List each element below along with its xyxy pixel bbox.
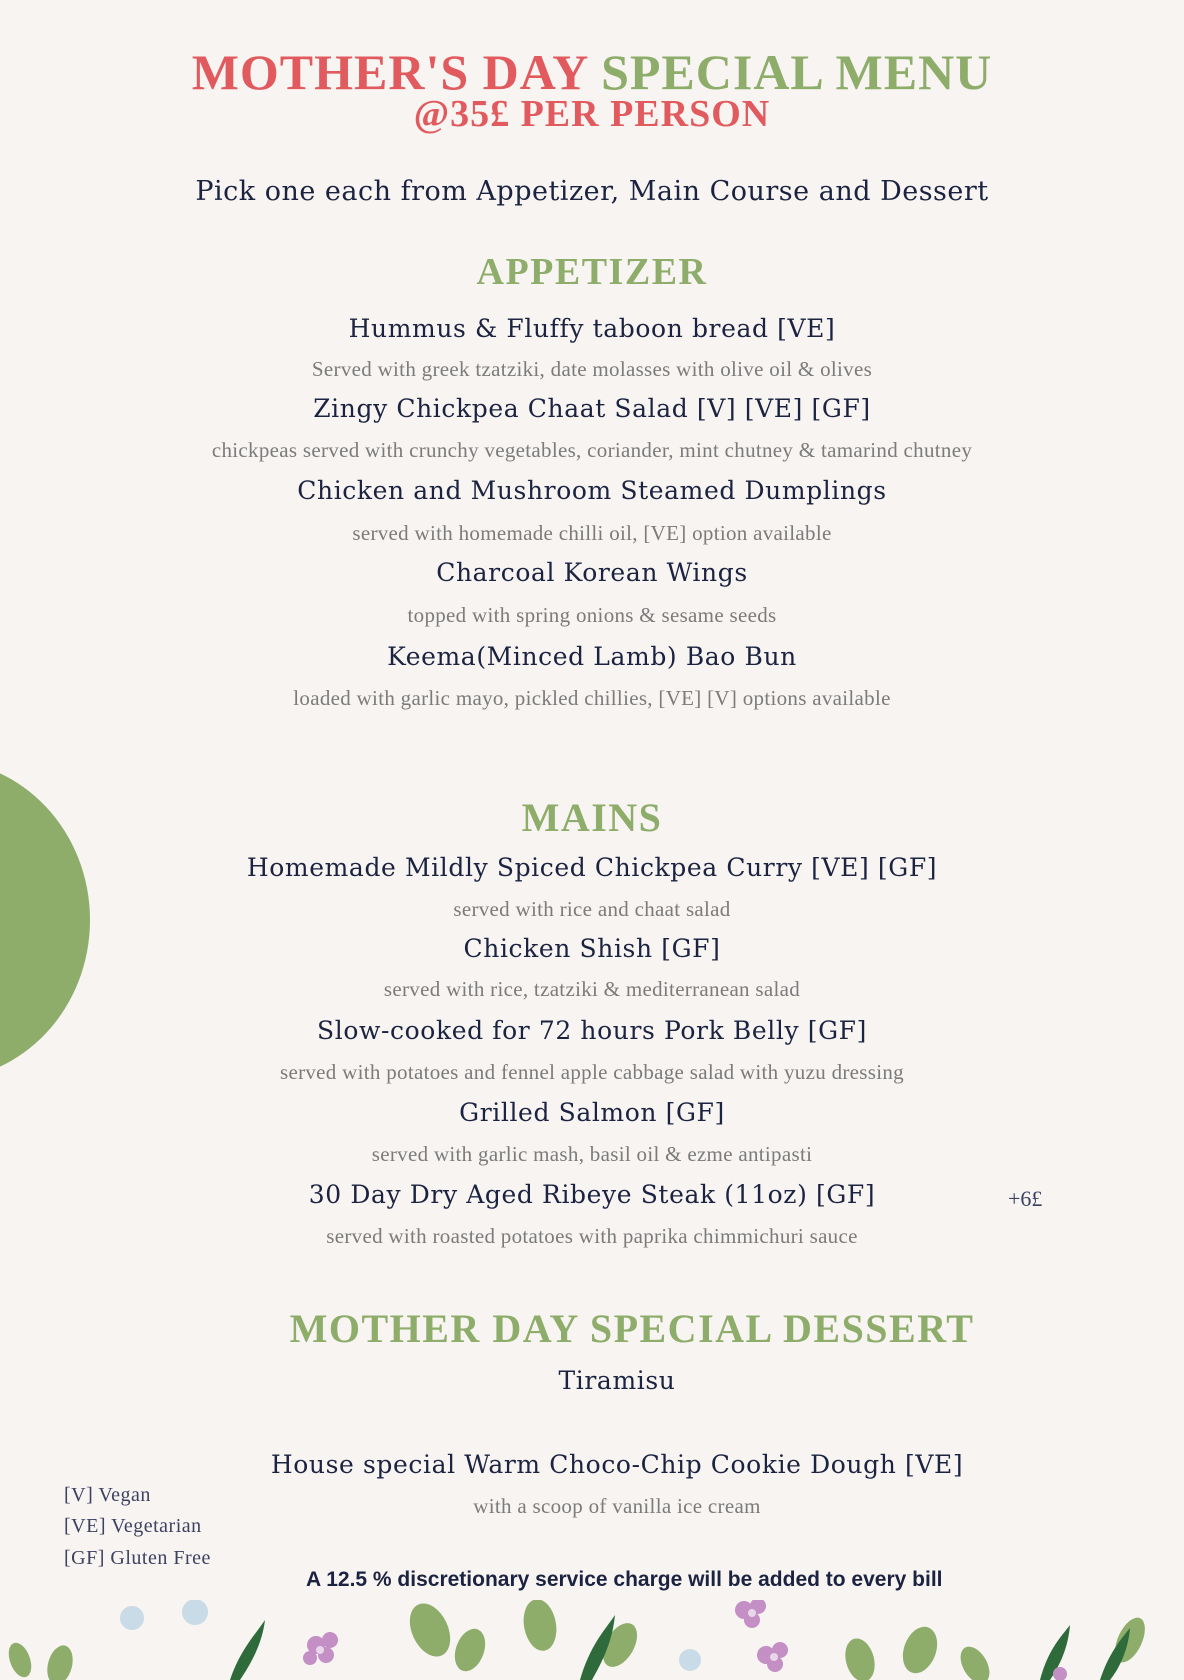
menu-title-green: SPECIAL MENU xyxy=(601,44,993,100)
mains-item-name: Homemade Mildly Spiced Chickpea Curry [VE] [GF] xyxy=(246,853,938,882)
dessert-item-name: House special Warm Choco-Chip Cookie Dough [VE] xyxy=(270,1450,964,1479)
service-charge-note: A 12.5 % discretionary service charge will be added to every bill xyxy=(306,1568,943,1591)
mains-item-desc: served with potatoes and fennel apple cabbage salad with yuzu dressing xyxy=(280,1060,904,1084)
mains-item-name: Grilled Salmon [GF] xyxy=(459,1098,725,1127)
mains-heading: MAINS xyxy=(521,795,663,840)
mains-item-name: Chicken Shish [GF] xyxy=(463,934,721,963)
menu-instructions: Pick one each from Appetizer, Main Course and Dessert xyxy=(195,176,989,207)
legend-vegetarian: [VE] Vegetarian xyxy=(64,1515,202,1537)
mains-item-name: 30 Day Dry Aged Ribeye Steak (11oz) [GF] xyxy=(308,1180,876,1209)
legend-gluten-free: [GF] Gluten Free xyxy=(64,1547,211,1569)
appetizer-item-desc: Served with greek tzatziki, date molasses with olive oil & olives xyxy=(311,357,873,381)
appetizer-item-name: Keema(Minced Lamb) Bao Bun xyxy=(387,642,797,671)
appetizer-item-name: Zingy Chickpea Chaat Salad [V] [VE] [GF] xyxy=(313,394,871,423)
dessert-heading: MOTHER DAY SPECIAL DESSERT xyxy=(289,1306,975,1351)
price-supplement: +6£ xyxy=(1008,1186,1043,1211)
dessert-item-name: Tiramisu xyxy=(558,1366,676,1395)
appetizer-item-desc: chickpeas served with crunchy vegetables, coriander, mint chutney & tamarind chutney xyxy=(211,438,973,462)
mains-item-desc: served with roasted potatoes with paprika chimmichuri sauce xyxy=(326,1224,858,1248)
legend-vegan: [V] Vegan xyxy=(64,1484,151,1506)
appetizer-item-desc: loaded with garlic mayo, pickled chillies, [VE] [V] options available xyxy=(293,686,891,710)
appetizer-item-name: Charcoal Korean Wings xyxy=(436,558,748,587)
appetizer-item-name: Hummus & Fluffy taboon bread [VE] xyxy=(348,314,836,343)
mains-item-name: Slow-cooked for 72 hours Pork Belly [GF] xyxy=(317,1016,867,1045)
appetizer-heading: APPETIZER xyxy=(476,251,708,293)
mains-item-desc: served with rice and chaat salad xyxy=(453,897,731,921)
floral-border-decoration xyxy=(0,1600,1184,1680)
dessert-item-desc: with a scoop of vanilla ice cream xyxy=(473,1494,761,1518)
appetizer-item-desc: topped with spring onions & sesame seeds xyxy=(407,603,777,627)
appetizer-item-name: Chicken and Mushroom Steamed Dumplings xyxy=(297,476,887,505)
mains-item-desc: served with rice, tzatziki & mediterranean salad xyxy=(383,977,801,1001)
mains-item-desc: served with garlic mash, basil oil & ezme antipasti xyxy=(371,1142,813,1166)
appetizer-item-desc: served with homemade chilli oil, [VE] option available xyxy=(352,521,832,545)
menu-title-red: MOTHER'S DAY xyxy=(191,44,588,100)
price-per-person: @35£ PER PERSON xyxy=(413,93,771,135)
